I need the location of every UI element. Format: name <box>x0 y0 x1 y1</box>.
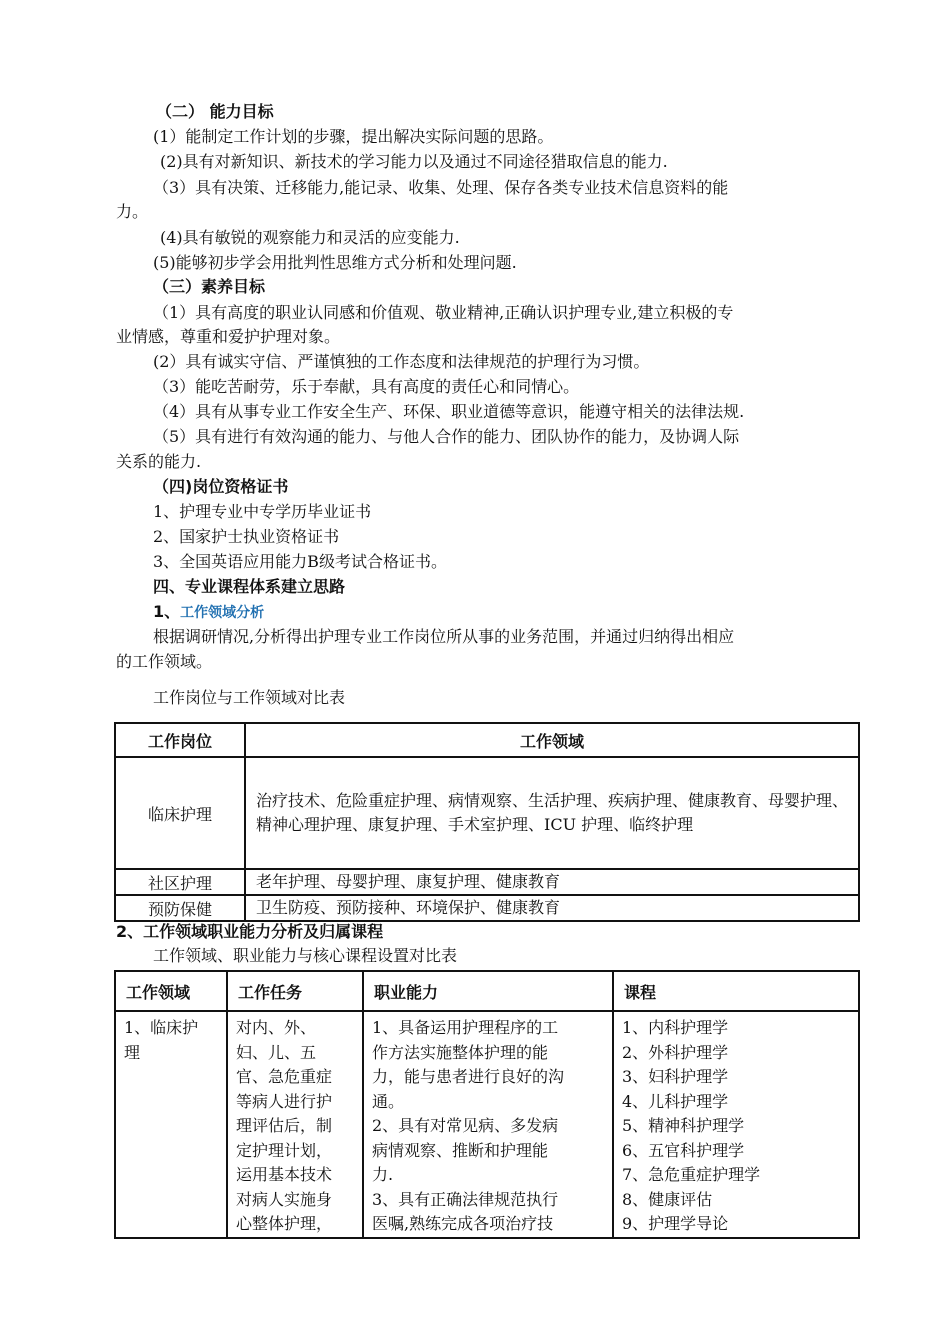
table-header: 工作任务 <box>227 971 363 1011</box>
cell-line: 1、临床护 <box>124 1018 199 1037</box>
cell-line: 定护理计划， <box>236 1140 333 1160</box>
paragraph-line: （3）能吃苦耐劳，乐于奉献，具有高度的责任心和同情心。 <box>153 377 580 396</box>
paragraph-line: (5)能够初步学会用批判性思维方式分析和处理问题. <box>153 253 517 272</box>
cell-line: 运用基本技术 <box>236 1165 333 1184</box>
paragraph-line: （4）具有从事专业工作安全生产、环保、职业道德等意识，能遵守相关的法律法规. <box>153 402 745 421</box>
list-item: 3、全国英语应用能力B级考试合格证书。 <box>153 552 447 571</box>
paragraph-line: 业情感，尊重和爱护护理对象。 <box>116 327 341 346</box>
cell-line: 妇、儿、五 <box>236 1042 317 1062</box>
table-cell: 老年护理、母婴护理、康复护理、健康教育 <box>245 869 859 895</box>
section-heading-ability: （二） 能力目标 <box>156 102 274 121</box>
course-item: 4、儿科护理学 <box>622 1091 729 1111</box>
course-item: 8、健康评估 <box>622 1189 713 1209</box>
table-cell-task <box>227 1011 363 1238</box>
paragraph-line: 根据调研情况,分析得出护理专业工作岗位所从事的业务范围，并通过归纳得出相应 <box>153 627 735 646</box>
cell-line: 2、具有对常见病、多发病 <box>372 1116 559 1135</box>
cell-line: 等病人进行护 <box>236 1091 333 1111</box>
paragraph-line: (4)具有敏锐的观察能力和灵活的应变能力. <box>160 228 460 247</box>
cell-line: 对内、外、 <box>236 1018 317 1037</box>
table-cell-courses <box>613 1011 859 1238</box>
paragraph-line: 的工作领域。 <box>116 652 213 671</box>
cell-line: 力，能与患者进行良好的沟 <box>372 1067 565 1086</box>
subheading <box>153 600 264 625</box>
table-cell-ability <box>363 1011 613 1238</box>
course-item: 2、外科护理学 <box>622 1042 729 1062</box>
subheading-title: 工作领域分析 <box>180 605 265 621</box>
table-cell: 卫生防疫、预防接种、环境保护、健康教育 <box>245 895 859 921</box>
cell-line: 力. <box>372 1165 394 1184</box>
subsection-heading: 2、工作领域职业能力分析及归属课程 <box>116 922 384 941</box>
cell-line: 理 <box>124 1042 141 1062</box>
table-cell: 临床护理 <box>115 757 245 869</box>
cell-line: 官、急危重症 <box>236 1067 333 1086</box>
table-header: 工作领域 <box>115 971 227 1011</box>
cell-line: 病情观察、推断和护理能 <box>372 1140 549 1160</box>
table-header: 工作领域 <box>245 723 859 757</box>
list-item: 2、国家护士执业资格证书 <box>153 527 340 546</box>
cell-line: 作方法实施整体护理的能 <box>372 1042 549 1062</box>
course-item: 6、五官科护理学 <box>622 1140 745 1160</box>
paragraph-line: (2）具有诚实守信、严谨慎独的工作态度和法律规范的护理行为习惯。 <box>153 352 650 371</box>
cell-line: 心整体护理， <box>236 1214 333 1233</box>
table-cell: 预防保健 <box>115 895 245 921</box>
cell-line: 对病人实施身 <box>236 1189 333 1209</box>
paragraph-line: （5）具有进行有效沟通的能力、与他人合作的能力、团队协作的能力，及协调人际 <box>153 427 740 446</box>
table-caption: 工作领域、职业能力与核心课程设置对比表 <box>153 946 458 965</box>
table-row <box>115 869 859 895</box>
paragraph-line: (2)具有对新知识、新技术的学习能力以及通过不同途径猎取信息的能力. <box>160 152 668 171</box>
course-item: 5、精神科护理学 <box>622 1116 745 1135</box>
subheading-number: 1、 <box>153 602 181 621</box>
domain-ability-course-table <box>114 970 860 1239</box>
cell-line: 通。 <box>372 1091 405 1111</box>
table-header: 工作岗位 <box>115 723 245 757</box>
course-item: 7、急危重症护理学 <box>622 1165 761 1184</box>
table-header: 课程 <box>613 971 859 1011</box>
table-row <box>115 1011 859 1238</box>
course-item: 9、护理学导论 <box>622 1214 729 1233</box>
paragraph-line: （3）具有决策、迁移能力,能记录、收集、处理、保存各类专业技术信息资料的能 <box>153 178 729 197</box>
section-heading-certificates: （四)岗位资格证书 <box>153 477 289 496</box>
cell-line: 3、具有正确法律规范执行 <box>372 1189 559 1209</box>
table-cell: 社区护理 <box>115 869 245 895</box>
list-item: 1、护理专业中专学历毕业证书 <box>153 502 372 521</box>
chapter-heading: 四、专业课程体系建立思路 <box>153 577 346 596</box>
course-item: 1、内科护理学 <box>622 1018 729 1037</box>
paragraph-line: (1）能制定工作计划的步骤，提出解决实际问题的思路。 <box>153 127 554 146</box>
table-cell: 治疗技术、危险重症护理、病情观察、生活护理、疾病护理、健康教育、母婴护理、精神心理护理、康复护理、手术室护理、ICU 护理、临终护理 <box>245 757 859 869</box>
course-item: 3、妇科护理学 <box>622 1067 729 1086</box>
paragraph-line: 力。 <box>116 202 149 221</box>
cell-line: 医嘱,熟练完成各项治疗技 <box>372 1214 554 1233</box>
table-header: 职业能力 <box>363 971 613 1011</box>
cell-line: 1、具备运用护理程序的工 <box>372 1018 559 1037</box>
table-cell-domain <box>115 1011 227 1238</box>
table-caption: 工作岗位与工作领域对比表 <box>153 688 346 707</box>
section-heading-quality: （三）素养目标 <box>153 277 266 296</box>
table-row <box>115 895 859 921</box>
cell-line: 理评估后，制 <box>236 1116 333 1135</box>
paragraph-line: 关系的能力. <box>116 452 202 471</box>
table-row <box>115 757 859 869</box>
paragraph-line: （1）具有高度的职业认同感和价值观、敬业精神,正确认识护理专业,建立积极的专 <box>153 303 734 322</box>
post-field-table <box>114 722 860 922</box>
